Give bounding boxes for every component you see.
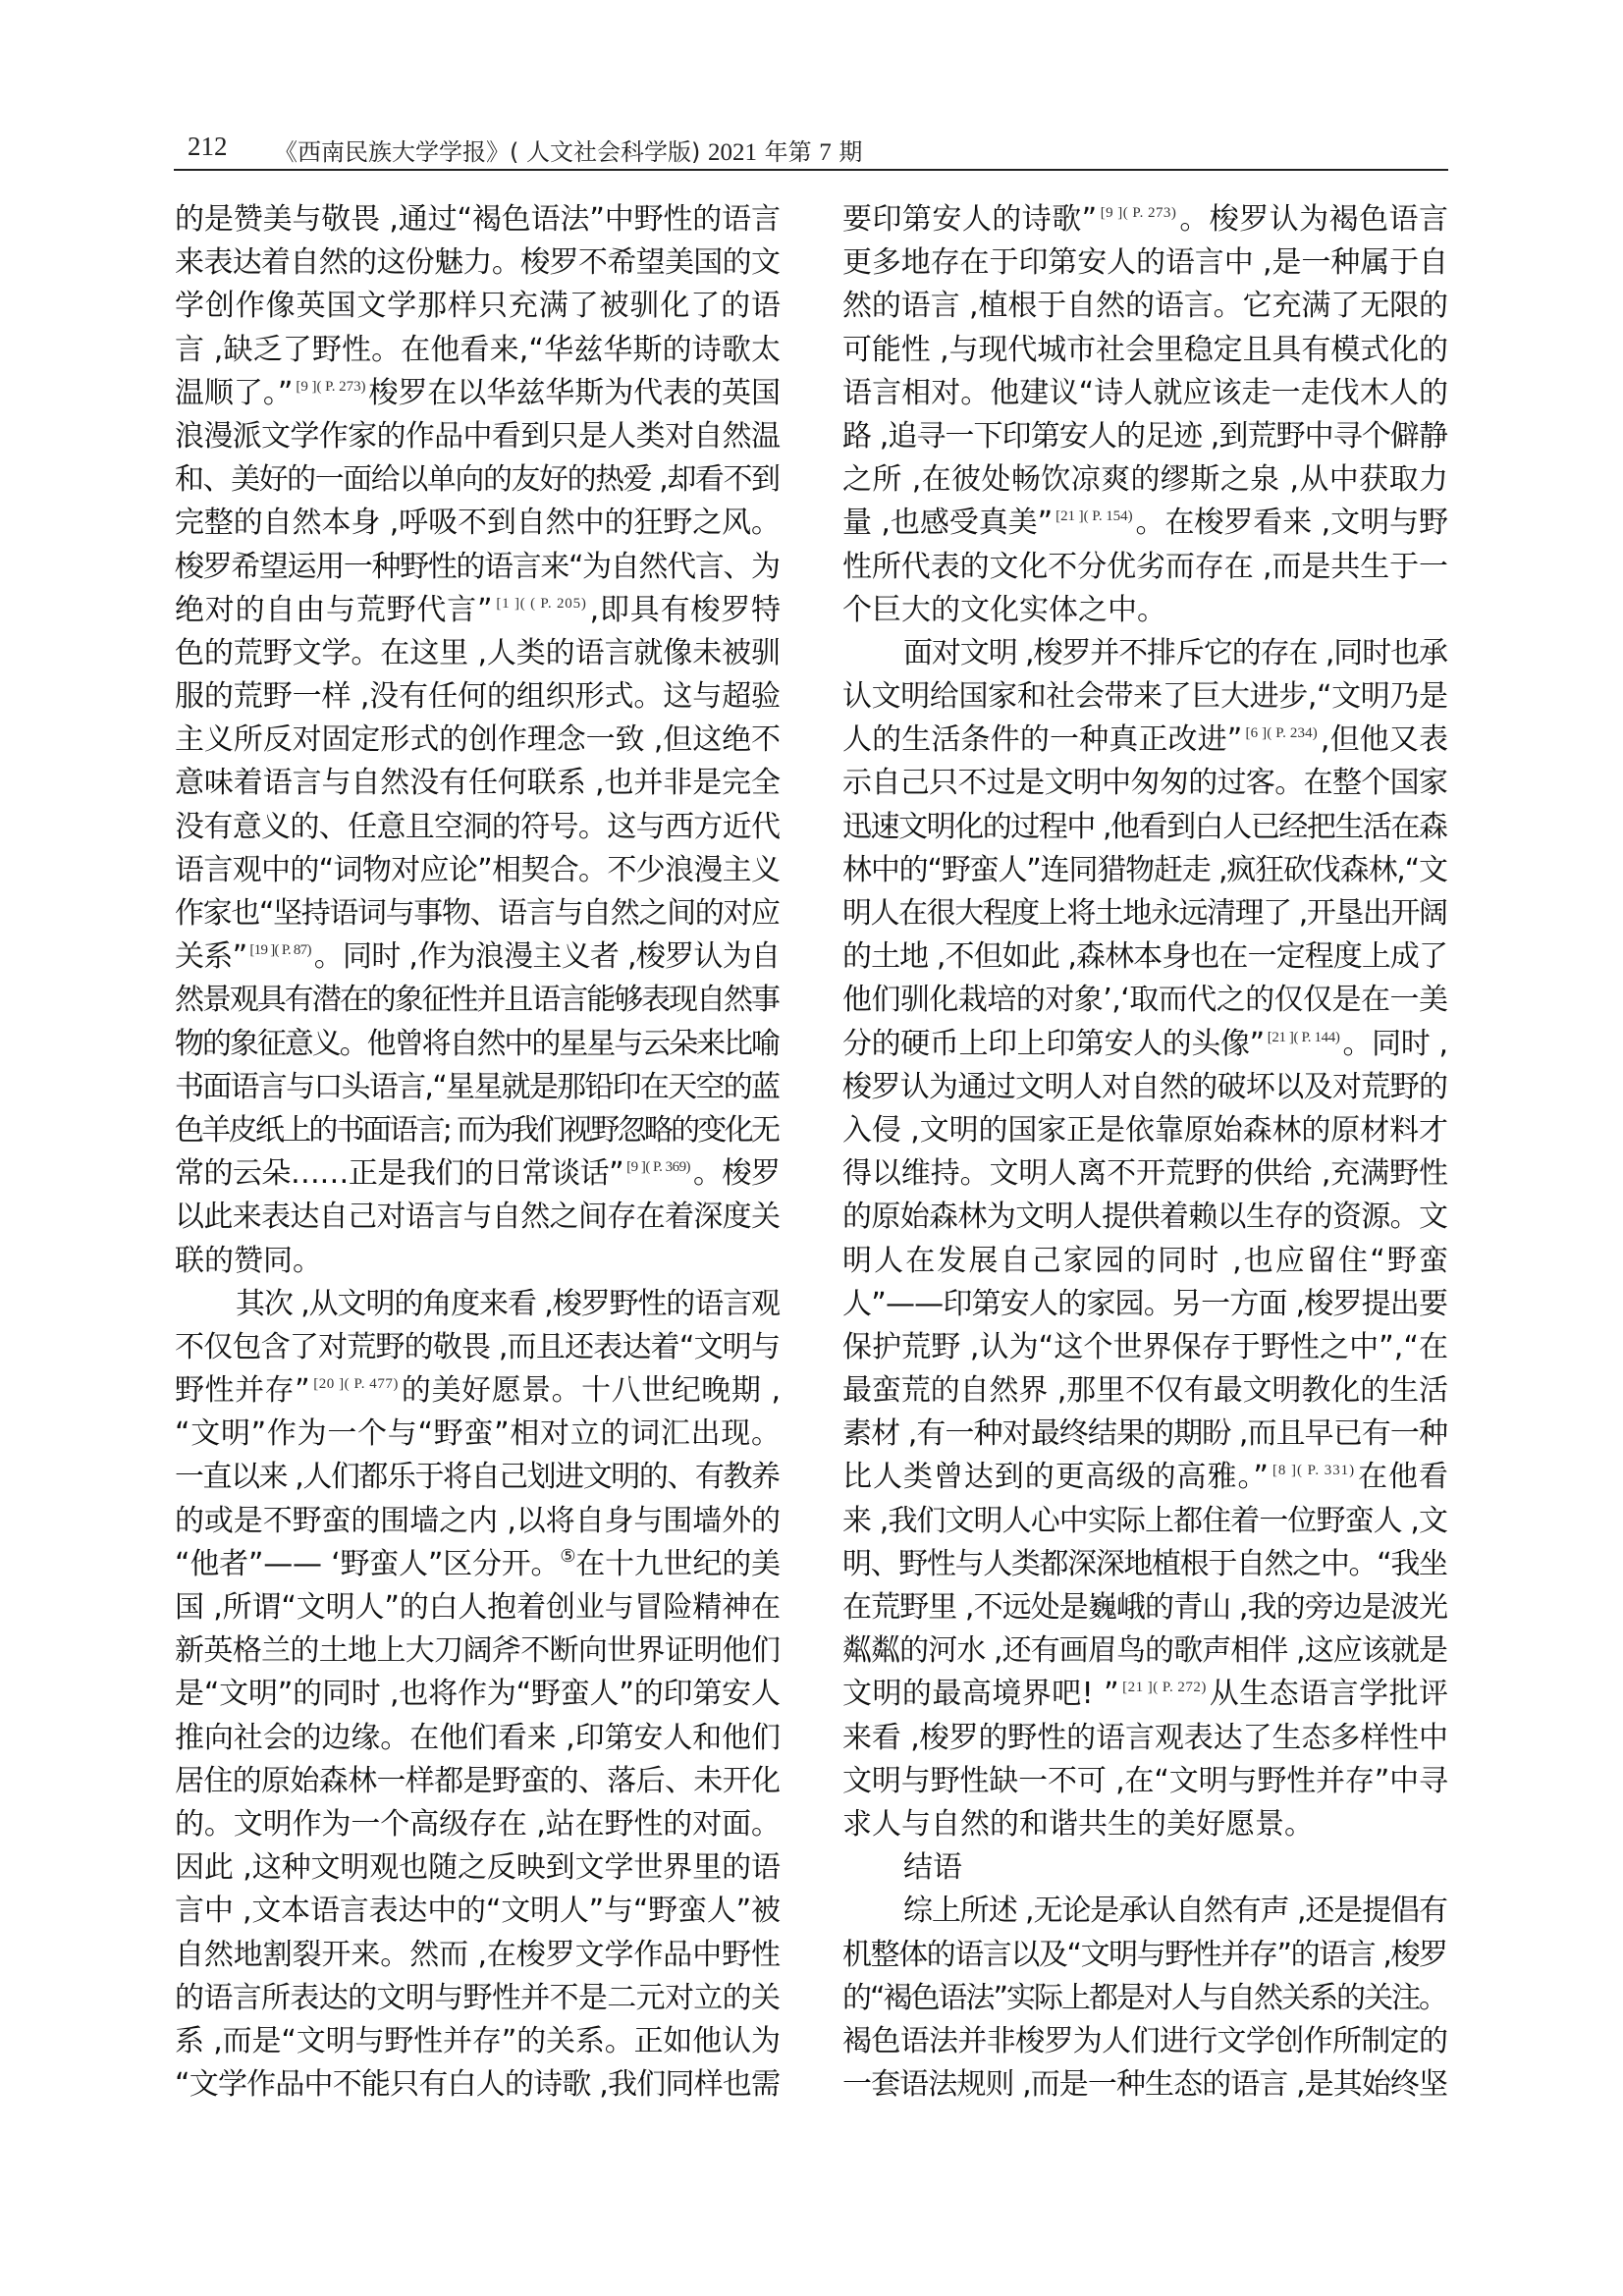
left-column bbox=[175, 198, 781, 2107]
line-content bbox=[175, 1109, 778, 1152]
line-content bbox=[175, 589, 782, 632]
text-line bbox=[842, 2020, 1448, 2063]
line-content bbox=[842, 1629, 1447, 1673]
line-content bbox=[175, 372, 781, 415]
page-number: 212 bbox=[188, 132, 228, 161]
line-text: 入侵 ,文明的国家正是依靠原始森林的原材料才 bbox=[842, 1112, 1448, 1148]
text-line bbox=[175, 719, 781, 762]
line-text: 作家也“坚持语词与事物、语言与自然之间的对应 bbox=[175, 896, 780, 931]
line-content bbox=[842, 1500, 1447, 1543]
text-line bbox=[842, 632, 1448, 675]
line-text: 来表达着自然的这份魅力。梭罗不希望美国的文 bbox=[175, 245, 781, 281]
line-text: 语言相对。他建议“诗人就应该走一走伐木人的 bbox=[842, 375, 1449, 410]
line-content bbox=[842, 285, 1448, 328]
line-content bbox=[842, 935, 1447, 979]
line-text-continued: 的美好愿景。十八世纪晚期 , bbox=[401, 1373, 782, 1409]
line-content bbox=[842, 1023, 1448, 1066]
line-text: 浪漫派文学作家的作品中看到只是人类对自然温 bbox=[175, 418, 781, 454]
line-content bbox=[175, 1152, 780, 1196]
line-content bbox=[175, 1673, 781, 1716]
text-line bbox=[842, 849, 1448, 892]
journal-year: 2021 bbox=[707, 139, 757, 166]
line-content bbox=[842, 1369, 1448, 1413]
line-text: 明人在很大程度上将土地永远清理了 ,开垦出开阔 bbox=[842, 896, 1447, 931]
text-line bbox=[175, 1109, 781, 1152]
line-text: 人的生活条件的一种真正改进” bbox=[842, 722, 1243, 758]
line-content bbox=[175, 458, 780, 502]
line-text: 粼粼的河水 ,还有画眉鸟的歌声相伴 ,这应该就是 bbox=[842, 1633, 1448, 1669]
line-content bbox=[842, 892, 1447, 935]
text-line bbox=[842, 458, 1448, 502]
text-line bbox=[842, 1066, 1448, 1109]
line-text: 常的云朵……正是我们的日常谈话” bbox=[175, 1156, 624, 1192]
line-text: 求人与自然的和谐共生的美好愿景。 bbox=[842, 1806, 1314, 1842]
line-text: 主义所反对固定形式的创作理念一致 ,但这绝不 bbox=[175, 722, 781, 758]
line-text: “文明”作为一个与“野蛮”相对立的词汇出现。 bbox=[175, 1416, 782, 1452]
line-text-continued: 。在梭罗看来 ,文明与野 bbox=[1135, 506, 1448, 541]
line-content bbox=[175, 1543, 781, 1586]
text-line bbox=[175, 1586, 781, 1629]
line-text: 语言观中的“词物对应论”相契合。不少浪漫主义 bbox=[175, 852, 781, 887]
line-content bbox=[842, 1326, 1448, 1369]
line-text: 国 ,所谓“文明人”的白人抱着创业与冒险精神在 bbox=[175, 1590, 781, 1625]
text-line bbox=[842, 1456, 1448, 1499]
text-line bbox=[175, 2020, 781, 2063]
text-line bbox=[842, 415, 1448, 458]
line-text: 比人类曾达到的更高级的高雅。” bbox=[842, 1460, 1270, 1495]
line-text: 可能性 ,与现代城市社会里稳定且具有模式化的 bbox=[842, 332, 1448, 367]
text-line bbox=[175, 1456, 781, 1499]
text-line bbox=[175, 1196, 781, 1239]
line-text: 关系” bbox=[175, 939, 247, 975]
citation-reference: [9 ]( P. 273) bbox=[296, 378, 366, 395]
text-line bbox=[842, 979, 1448, 1022]
line-text: 他们驯化栽培的对象’,‘取而代之的仅仅是在一美 bbox=[842, 983, 1448, 1018]
text-line bbox=[842, 1023, 1448, 1066]
line-text: 联的赞同。 bbox=[175, 1243, 322, 1278]
line-content bbox=[842, 1066, 1447, 1109]
line-text-continued: 从生态语言学批评 bbox=[1209, 1677, 1449, 1712]
text-line bbox=[842, 1369, 1448, 1413]
line-text: 的原始森林为文明人提供着赖以生存的资源。文 bbox=[842, 1200, 1448, 1235]
line-text: 示自己只不过是文明中匆匆的过客。在整个国家 bbox=[842, 766, 1448, 801]
line-text: 来看 ,梭罗的野性的语言观表达了生态多样性中 bbox=[842, 1720, 1448, 1755]
line-text: 意味着语言与自然没有任何联系 ,也并非是完全 bbox=[175, 766, 781, 801]
citation-reference: [21 ]( P. 272) bbox=[1122, 1680, 1207, 1696]
text-line bbox=[842, 1760, 1448, 1803]
text-line bbox=[175, 1629, 781, 1673]
line-content bbox=[842, 1543, 1447, 1586]
line-content bbox=[842, 1977, 1446, 2020]
line-text: 的土地 ,不但如此 ,森林本身也在一定程度上成了 bbox=[842, 939, 1448, 975]
line-content bbox=[175, 241, 780, 285]
text-line bbox=[842, 1890, 1448, 1933]
text-line bbox=[175, 458, 781, 502]
line-text: 梭罗认为通过文明人对自然的破坏以及对荒野的 bbox=[842, 1069, 1448, 1104]
line-text: 人”——印第安人的家园。另一方面 ,梭罗提出要 bbox=[842, 1286, 1448, 1321]
text-line bbox=[175, 546, 781, 589]
line-text-continued: 梭罗在以华兹华斯为代表的英国 bbox=[368, 375, 781, 410]
line-content bbox=[175, 762, 781, 805]
line-content bbox=[175, 2020, 781, 2063]
line-text: 新英格兰的土地上大刀阔斧不断向世界证明他们 bbox=[175, 1633, 781, 1669]
line-content bbox=[175, 1803, 781, 1846]
header-rule bbox=[174, 169, 1448, 171]
line-content bbox=[175, 1846, 781, 1890]
line-content bbox=[175, 285, 782, 328]
text-line bbox=[175, 502, 781, 545]
text-line bbox=[842, 546, 1448, 589]
line-content bbox=[175, 1717, 781, 1760]
line-content bbox=[842, 1152, 1448, 1196]
line-text: 色的荒野文学。在这里 ,人类的语言就像未被驯 bbox=[175, 635, 781, 670]
line-text-continued: 。同时 , bbox=[1342, 1026, 1448, 1061]
line-text: 梭罗希望运用一种野性的语言来“为自然代言、为 bbox=[175, 549, 780, 584]
text-line bbox=[842, 241, 1448, 285]
line-text: 然景观具有潜在的象征性并且语言能够表现自然事 bbox=[175, 983, 779, 1018]
text-line bbox=[175, 1543, 781, 1586]
line-text: 明、野性与人类都深深地植根于自然之中。“我坐 bbox=[842, 1546, 1447, 1581]
line-content bbox=[175, 1500, 781, 1543]
line-content bbox=[842, 806, 1447, 849]
citation-reference: [20 ]( P. 477) bbox=[313, 1376, 399, 1393]
text-line bbox=[175, 632, 781, 675]
line-content bbox=[842, 849, 1447, 892]
line-content bbox=[903, 1890, 1447, 1933]
line-text: 言中 ,文本语言表达中的“文明人”与“野蛮人”被 bbox=[175, 1894, 781, 1929]
line-text: 的。文明作为一个高级存在 ,站在野性的对面。 bbox=[175, 1806, 781, 1842]
line-text: 学创作像英国文学那样只充满了被驯化了的语 bbox=[175, 289, 782, 324]
text-line bbox=[842, 1326, 1448, 1369]
journal-year-suffix: 年第 bbox=[756, 138, 820, 166]
citation-reference: [21 ]( P. 154) bbox=[1055, 508, 1133, 525]
text-line bbox=[175, 1977, 781, 2020]
text-line bbox=[175, 372, 781, 415]
text-line bbox=[842, 1803, 1448, 1846]
line-content bbox=[175, 1934, 781, 1977]
journal-issue-suffix: 期 bbox=[831, 138, 863, 166]
text-line bbox=[842, 1109, 1448, 1152]
line-text-continued: 。梭罗认为褐色语言 bbox=[1179, 202, 1449, 237]
line-text: 素材 ,有一种对最终结果的期盼 ,而且早已有一种 bbox=[842, 1416, 1448, 1452]
line-text: 得以维持。文明人离不开荒野的供给 ,充满野性 bbox=[842, 1156, 1448, 1192]
citation-reference: [19 ]( P. 87) bbox=[249, 942, 311, 959]
text-line bbox=[842, 1629, 1448, 1673]
line-content bbox=[842, 719, 1448, 762]
line-text: 路 ,追寻一下印第安人的足迹 ,到荒野中寻个僻静 bbox=[842, 418, 1448, 454]
line-content bbox=[842, 1934, 1447, 1977]
text-line bbox=[175, 1760, 781, 1803]
text-line bbox=[842, 2063, 1448, 2107]
line-content bbox=[842, 198, 1448, 241]
line-text: 其次 ,从文明的角度来看 ,梭罗野性的语言观 bbox=[236, 1286, 780, 1321]
line-content bbox=[842, 1413, 1447, 1456]
line-text: 野性并存” bbox=[175, 1373, 311, 1409]
line-content bbox=[175, 546, 780, 589]
section-heading bbox=[842, 1846, 1448, 1890]
journal-citation bbox=[274, 133, 862, 167]
text-line bbox=[842, 719, 1448, 762]
line-text: 迅速文明化的过程中 ,他看到白人已经把生活在森 bbox=[842, 809, 1447, 844]
line-content bbox=[175, 329, 781, 372]
line-text: 文明与野性缺一不可 ,在“文明与野性并存”中寻 bbox=[842, 1763, 1448, 1798]
line-content bbox=[842, 2020, 1447, 2063]
line-content bbox=[175, 892, 780, 935]
line-content bbox=[842, 1760, 1448, 1803]
text-line bbox=[175, 849, 781, 892]
line-text: 最蛮荒的自然界 ,那里不仅有最文明教化的生活 bbox=[842, 1373, 1448, 1409]
footnote-marker: ⑤ bbox=[560, 1545, 576, 1566]
line-content bbox=[175, 1977, 780, 2020]
line-content bbox=[175, 1369, 782, 1413]
text-line bbox=[842, 675, 1448, 719]
text-line bbox=[175, 762, 781, 805]
line-text: 自然地割裂开来。然而 ,在梭罗文学作品中野性 bbox=[175, 1937, 781, 1972]
text-line bbox=[842, 1196, 1448, 1239]
line-content bbox=[842, 415, 1447, 458]
line-text: 面对文明 ,梭罗并不排斥它的存在 ,同时也承 bbox=[903, 635, 1447, 670]
line-content bbox=[842, 675, 1448, 719]
text-line bbox=[175, 1023, 781, 1066]
text-line bbox=[842, 935, 1448, 979]
right-column bbox=[842, 198, 1451, 2107]
line-content bbox=[175, 935, 780, 979]
text-line bbox=[175, 1500, 781, 1543]
line-text: 要印第安人的诗歌” bbox=[842, 202, 1098, 237]
line-content bbox=[175, 849, 780, 892]
line-text: 绝对的自由与荒野代言” bbox=[175, 592, 494, 627]
line-text: 的语言所表达的文明与野性并不是二元对立的关 bbox=[175, 1980, 781, 2015]
text-line bbox=[175, 806, 781, 849]
journal-title: 《西南民族大学学报》( 人文社会科学版) bbox=[274, 138, 708, 166]
line-content bbox=[175, 1586, 781, 1629]
line-content bbox=[842, 1283, 1447, 1326]
line-text: “文学作品中不能只有白人的诗歌 ,我们同样也需 bbox=[175, 2067, 781, 2103]
line-text: 在荒野里 ,不远处是巍峨的青山 ,我的旁边是波光 bbox=[842, 1590, 1448, 1625]
line-text: 一套语法规则 ,而是一种生态的语言 ,是其始终坚 bbox=[842, 2067, 1448, 2103]
line-text: 的是赞美与敬畏 ,通过“褐色语法”中野性的语言 bbox=[175, 202, 781, 237]
text-line bbox=[175, 415, 781, 458]
text-line bbox=[175, 329, 781, 372]
line-content bbox=[175, 719, 781, 762]
text-line bbox=[175, 1717, 781, 1760]
line-text: 因此 ,这种文明观也随之反映到文学世界里的语 bbox=[175, 1850, 781, 1886]
line-content bbox=[175, 198, 781, 241]
line-text: 和、美好的一面给以单向的友好的热爱 ,却看不到 bbox=[175, 462, 780, 498]
line-text: 综上所述 ,无论是承认自然有声 ,还是提倡有 bbox=[903, 1894, 1447, 1929]
line-content bbox=[175, 1760, 780, 1803]
text-line bbox=[175, 1240, 781, 1283]
journal-issue: 7 bbox=[819, 139, 832, 166]
line-text: 不仅包含了对荒野的敬畏 ,而且还表达着“文明与 bbox=[175, 1329, 781, 1364]
text-line bbox=[175, 1934, 781, 1977]
line-content bbox=[175, 1456, 780, 1499]
text-line bbox=[842, 1283, 1448, 1326]
line-text: 机整体的语言以及“文明与野性并存”的语言 ,梭罗 bbox=[842, 1937, 1447, 1972]
text-line bbox=[175, 1890, 781, 1933]
text-line bbox=[175, 1326, 781, 1369]
text-line bbox=[175, 1803, 781, 1846]
text-line bbox=[842, 1240, 1451, 1283]
text-line bbox=[175, 198, 781, 241]
line-text-continued: 在十九世纪的美 bbox=[575, 1546, 781, 1581]
text-line bbox=[842, 762, 1448, 805]
text-line bbox=[842, 892, 1448, 935]
text-line bbox=[842, 1673, 1448, 1716]
line-content bbox=[175, 1023, 779, 1066]
text-line bbox=[175, 1283, 781, 1326]
line-content bbox=[175, 1629, 780, 1673]
line-text: 色羊皮纸上的书面语言; 而为我们视野忽略的变化无 bbox=[175, 1112, 779, 1148]
line-text: 褐色语法并非梭罗为人们进行文学创作所制定的 bbox=[842, 2023, 1448, 2058]
line-text-continued: ,即具有梭罗特 bbox=[589, 592, 782, 627]
line-content bbox=[842, 546, 1448, 589]
text-line bbox=[842, 372, 1448, 415]
citation-reference: [8 ]( P. 331) bbox=[1271, 1463, 1356, 1479]
line-content bbox=[842, 1586, 1447, 1629]
line-text: 书面语言与口头语言,“星星就是那铅印在天空的蓝 bbox=[175, 1069, 780, 1104]
text-line bbox=[842, 329, 1448, 372]
line-content bbox=[175, 675, 781, 719]
line-text: 量 ,也感受真美” bbox=[842, 506, 1054, 541]
line-content bbox=[842, 1196, 1447, 1239]
text-line bbox=[175, 1152, 781, 1196]
text-line bbox=[175, 979, 781, 1022]
text-line bbox=[842, 198, 1448, 241]
citation-reference: [6 ]( P. 234) bbox=[1245, 725, 1318, 742]
text-line bbox=[842, 1934, 1448, 1977]
text-line bbox=[842, 806, 1448, 849]
text-line bbox=[175, 589, 781, 632]
line-text: 系 ,而是“文明与野性并存”的关系。正如他认为 bbox=[175, 2023, 781, 2058]
line-content bbox=[175, 806, 780, 849]
line-content bbox=[175, 1066, 779, 1109]
line-text: 明人在发展自己家园的同时 ,也应留住“野蛮 bbox=[842, 1243, 1451, 1278]
text-line bbox=[175, 675, 781, 719]
text-line bbox=[842, 1413, 1448, 1456]
citation-reference: [9 ]( P. 369) bbox=[626, 1159, 691, 1176]
text-line bbox=[842, 1977, 1448, 2020]
line-text: 然的语言 ,植根于自然的语言。它充满了无限的 bbox=[842, 289, 1448, 324]
line-text: 个巨大的文化实体之中。 bbox=[842, 592, 1166, 627]
line-content bbox=[842, 372, 1448, 415]
line-text-continued: 。同时 ,作为浪漫主义者 ,梭罗认为自 bbox=[313, 939, 781, 975]
line-text: 居住的原始森林一样都是野蛮的、落后、未开化 bbox=[175, 1763, 781, 1798]
line-content bbox=[842, 762, 1447, 805]
text-line bbox=[175, 1369, 781, 1413]
line-content bbox=[842, 458, 1448, 502]
line-content bbox=[175, 632, 781, 675]
text-line bbox=[175, 1673, 781, 1716]
line-text: 是“文明”的同时 ,也将作为“野蛮人”的印第安人 bbox=[175, 1677, 781, 1712]
text-line bbox=[842, 1543, 1448, 1586]
line-text: 言 ,缺乏了野性。在他看来,“华兹华斯的诗歌太 bbox=[175, 332, 782, 367]
line-text: 分的硬币上印上印第安人的头像” bbox=[842, 1026, 1265, 1061]
line-content bbox=[842, 1456, 1449, 1499]
line-text: 之所 ,在彼处畅饮凉爽的缪斯之泉 ,从中获取力 bbox=[842, 462, 1449, 498]
line-text: 服的荒野一样 ,没有任何的组织形式。这与超验 bbox=[175, 679, 781, 715]
line-text: 没有意义的、任意且空洞的符号。这与西方近代 bbox=[175, 809, 781, 844]
line-content bbox=[842, 329, 1448, 372]
text-line bbox=[842, 502, 1448, 545]
text-line bbox=[842, 1152, 1448, 1196]
line-text: 性所代表的文化不分优劣而存在 ,而是共生于一 bbox=[842, 549, 1448, 584]
text-line bbox=[175, 1413, 781, 1456]
line-text: 来 ,我们文明人心中实际上都住着一位野蛮人 ,文 bbox=[842, 1503, 1448, 1538]
line-text: 推向社会的边缘。在他们看来 ,印第安人和他们 bbox=[175, 1720, 781, 1755]
line-text: 完整的自然本身 ,呼吸不到自然中的狂野之风。 bbox=[175, 506, 781, 541]
line-text: 认文明给国家和社会带来了巨大进步,“文明乃是 bbox=[842, 679, 1448, 715]
line-text-continued: 。梭罗 bbox=[693, 1156, 781, 1192]
line-content bbox=[842, 1240, 1450, 1283]
text-line bbox=[175, 1846, 781, 1890]
line-content bbox=[842, 1717, 1448, 1760]
line-text: 林中的“野蛮人”连同猎物赶走 ,疯狂砍伐森林,“文 bbox=[842, 852, 1447, 887]
citation-reference: [21 ]( P. 144) bbox=[1267, 1029, 1340, 1045]
line-text: 一直以来 ,人们都乐于将自己划进文明的、有教养 bbox=[175, 1460, 780, 1495]
citation-reference: [9 ]( P. 273) bbox=[1100, 205, 1177, 221]
line-content bbox=[175, 1413, 782, 1456]
line-text-continued: ,但他又表 bbox=[1320, 722, 1449, 758]
line-content bbox=[175, 1326, 780, 1369]
line-content bbox=[175, 979, 779, 1022]
line-content bbox=[842, 1109, 1448, 1152]
text-line bbox=[842, 1717, 1448, 1760]
line-content bbox=[175, 502, 781, 545]
text-line bbox=[842, 1586, 1448, 1629]
line-text: 结语 bbox=[903, 1850, 962, 1886]
line-text: 保护荒野 ,认为“这个世界保存于野性之中”,“在 bbox=[842, 1329, 1449, 1364]
text-line bbox=[842, 589, 1448, 632]
line-content bbox=[175, 1196, 780, 1239]
line-content bbox=[175, 415, 780, 458]
line-content bbox=[842, 2063, 1447, 2107]
line-text: 更多地存在于印第安人的语言中 ,是一种属于自 bbox=[842, 245, 1448, 281]
citation-reference: [1 ]( ( P. 205) bbox=[496, 595, 587, 612]
line-content bbox=[175, 1890, 781, 1933]
line-text: “他者”—— ‘野蛮人”区分开。 bbox=[175, 1546, 561, 1581]
line-text: 的或是不野蛮的围墙之内 ,以将自身与围墙外的 bbox=[175, 1503, 781, 1538]
line-content bbox=[842, 502, 1448, 545]
line-content bbox=[175, 2063, 780, 2107]
line-text: 文明的最高境界吧! ” bbox=[842, 1677, 1120, 1712]
running-header bbox=[174, 130, 1448, 169]
text-line bbox=[175, 1066, 781, 1109]
text-line bbox=[175, 935, 781, 979]
line-content bbox=[236, 1283, 780, 1326]
line-text-continued: 在他看 bbox=[1358, 1460, 1449, 1495]
text-line bbox=[175, 892, 781, 935]
text-line bbox=[842, 285, 1448, 328]
text-line bbox=[842, 1500, 1448, 1543]
line-text: 的“褐色语法”实际上都是对人与自然关系的关注。 bbox=[842, 1980, 1446, 2015]
text-line bbox=[175, 241, 781, 285]
line-content bbox=[842, 1673, 1448, 1716]
line-text: 以此来表达自己对语言与自然之间存在着深度关 bbox=[175, 1200, 781, 1235]
line-content bbox=[903, 632, 1447, 675]
line-content bbox=[842, 241, 1448, 285]
line-content bbox=[842, 979, 1447, 1022]
text-line bbox=[175, 285, 781, 328]
line-text: 物的象征意义。他曾将自然中的星星与云朵来比喻 bbox=[175, 1026, 779, 1061]
text-line bbox=[175, 2063, 781, 2107]
line-text: 温顺了。” bbox=[175, 375, 294, 410]
